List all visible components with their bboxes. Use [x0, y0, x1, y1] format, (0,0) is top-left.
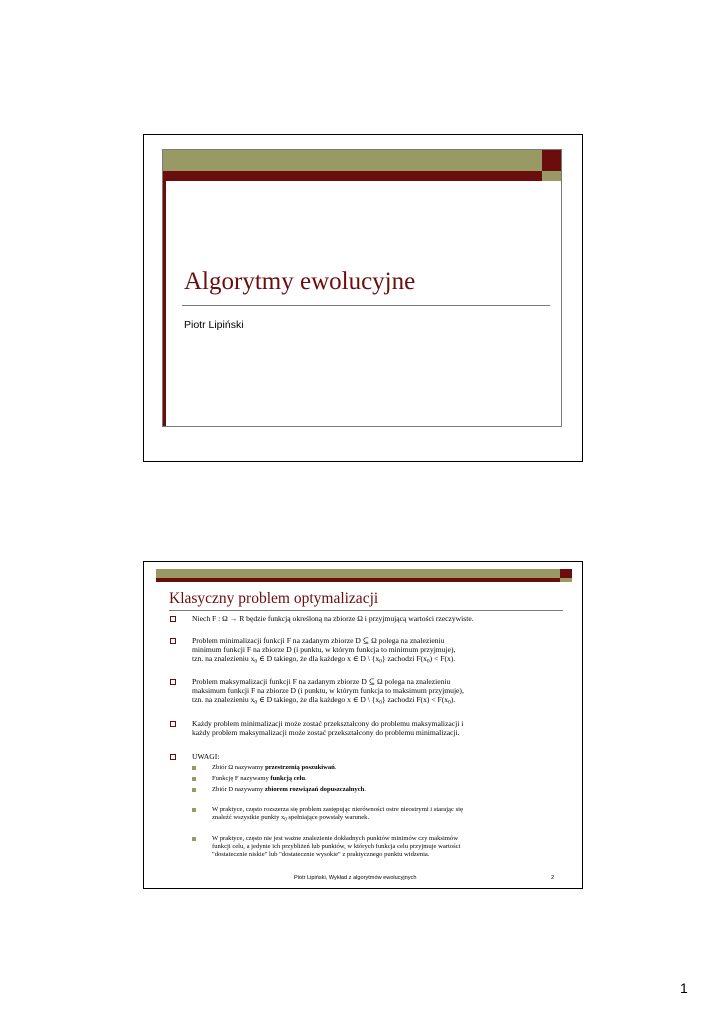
hollow-square-bullet-icon [170, 721, 176, 727]
header-band-dark-red [156, 578, 560, 582]
slide-1 [143, 134, 583, 462]
slide-title: Algorytmy ewolucyjne [184, 268, 416, 295]
title-rule [169, 610, 563, 611]
bullet-text: Każdy problem minimalizacji może zostać przekształcony do problemu maksymalizacji i każdy problem maksymalizacji może zostać przekształcony do problemu minimalizacji. [192, 719, 464, 738]
filled-square-bullet-icon [192, 837, 196, 841]
hollow-square-bullet-icon [170, 754, 176, 760]
filled-square-bullet-icon [192, 766, 196, 770]
slide-author: Piotr Lipiński [184, 319, 244, 331]
slide-2: Klasyczny problem optymalizacji Niech F : Ω → R będzie funkcją określoną na zbiorze Ω i przyjmującą wartości rzeczywiste. Problem minimalizacji funkcji F na zadanym zbiorze D ⊆ Ω polega na znalezieniu minimum funkcji F na zbiorze D (i punktu, w którym funkcja to minimum przyjmuje), tzn. na znalezieniu $x_0$ ∈ D takiego, że dla każdego x ∈ D \ $\{x_0\}$ zachodzi $F(x_0) < F(x)$. Problem maksymalizacji funkcji F na zadanym zbiorze D ⊆ Ω polega na znalezieniu maksimum funkcji F na zbiorze D (i punktu, w którym funkcja to maksimum przyjmuje), tzn. na znalezieniu $x_0$ ∈ D takiego, że dla każdego x ∈ D \ $\{x_0\}$ zachodzi $F(x) < F(x_0)$. Każdy problem minimalizacji może zostać przekształcony do problemu maksymalizacji i każdy problem maksymalizacji może zostać przekształcony do problemu minimalizacji. UWAGI: Zbiór Ω nazywamy przestrzenią poszukiwań. Funkcję F nazywamy funkcją celu. Zbiór D nazywamy zbiorem rozwiązań dopuszczalnych. W praktyce, często rozszerza się problem zastępując nierówności ostre nieostrymi i starając się znaleźć wszystkie punkty $x_0$ spełniające powstały warunek. W praktyce, często nie jest ważne znalezienie dokładnych punktów minimów czy maksimów funkcji celu, a jedynie ich przybliżeń lub punktów, w których funkcja celu przyjmuje wartości "dostatecznie niskie" lub "dostatecznie wysokie" z praktycznego punktu widzenia. Piotr Lipiński, Wykład z algorytmów ewolucyjnych 2 [143, 561, 583, 889]
bullet-text: Problem minimalizacji funkcji F na zadanym zbiorze D ⊆ Ω polega na znalezieniu minimum funkcji F na zbiorze D (i punktu, w którym funkcja to minimum przyjmuje), tzn. na znalezieniu $x_0$ ∈ D takiego, że dla każdego x ∈ D \ $\{x_0\}$ zachodzi $F(x_0) < F(x)$. [192, 636, 456, 666]
hollow-square-bullet-icon [170, 638, 176, 644]
page-number: 1 [680, 980, 688, 996]
slide-number: 2 [551, 875, 555, 881]
header-band-olive [156, 569, 560, 578]
bullet-text: UWAGI: [192, 752, 220, 761]
slide-title: Klasyczny problem optymalizacji [169, 590, 379, 607]
corner-square-red [560, 569, 572, 578]
header-band-dark-red [162, 171, 542, 181]
title-rule [182, 305, 550, 306]
filled-square-bullet-icon [192, 777, 196, 781]
filled-square-bullet-icon [192, 808, 196, 812]
hollow-square-bullet-icon [170, 679, 176, 685]
bullet-text: Problem maksymalizacji funkcji F na zadanym zbiorze D ⊆ Ω polega na znalezieniu maksimum funkcji F na zbiorze D (i punktu, w którym funkcja to maksimum przyjmuje), tzn. na znalezieniu $x_0$ ∈ D takiego, że dla każdego x ∈ D \ $\{x_0\}$ zachodzi $F(x) < F(x_0)$. [192, 677, 464, 707]
corner-square-olive [560, 578, 572, 582]
left-accent-bar [162, 171, 166, 427]
filled-square-bullet-icon [192, 788, 196, 792]
corner-square-olive [542, 171, 562, 181]
corner-square-red [542, 149, 562, 171]
header-band-olive [162, 149, 542, 171]
slide-footer: Piotr Lipiński, Wykład z algorytmów ewolucyjnych [294, 875, 417, 881]
bullet-text: Niech F : Ω → R będzie funkcją określoną na zbiorze Ω i przyjmującą wartości rzeczywiste. [192, 614, 474, 623]
hollow-square-bullet-icon [170, 616, 176, 622]
